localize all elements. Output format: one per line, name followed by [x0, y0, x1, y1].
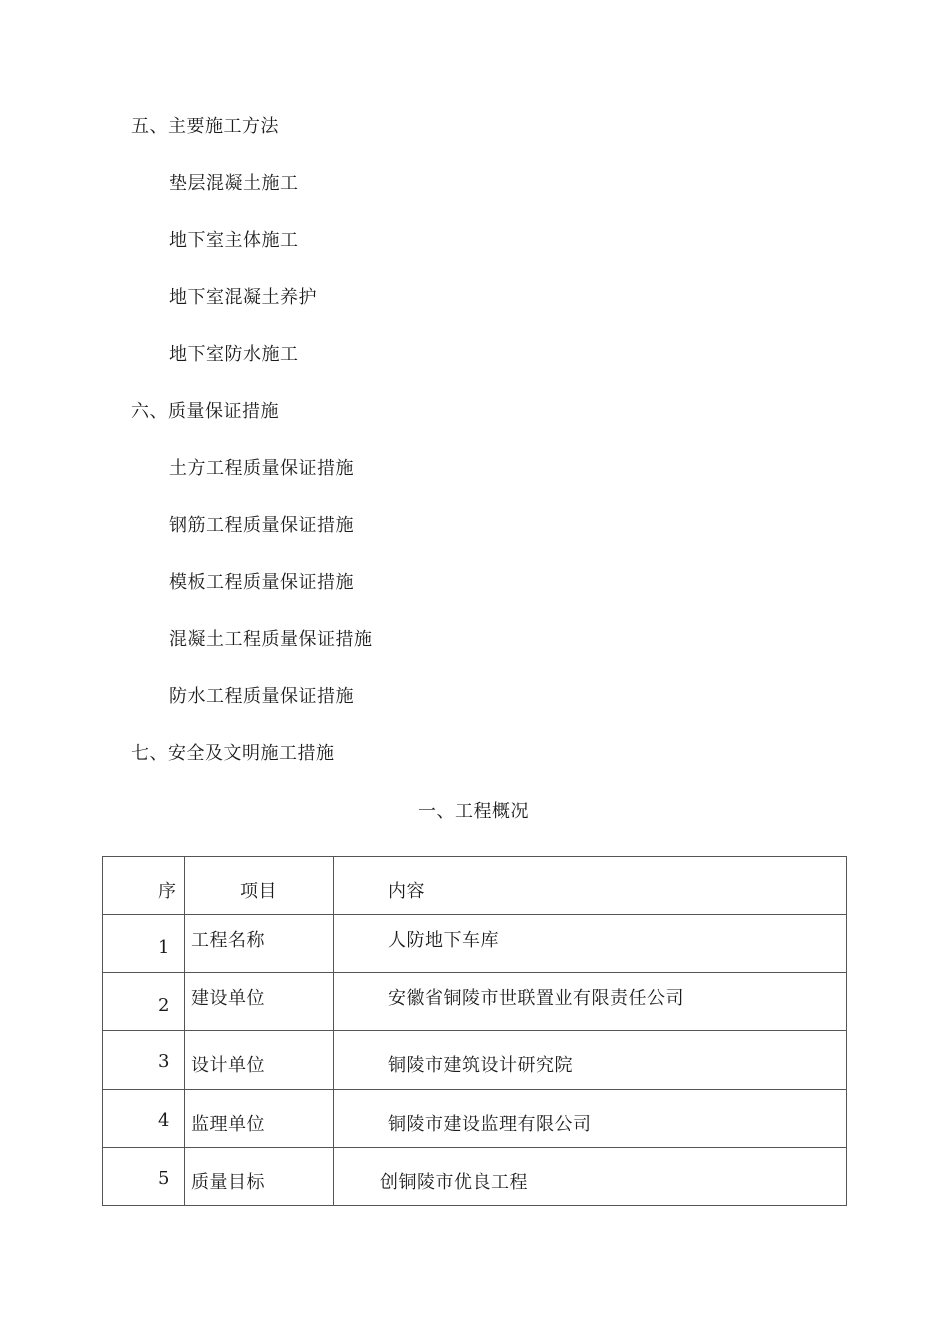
toc-item: 钢筋工程质量保证措施 [169, 515, 354, 536]
toc-item: 混凝土工程质量保证措施 [169, 629, 373, 650]
row-no: 5 [158, 1167, 170, 1189]
row-content: 铜陵市建筑设计研究院 [388, 1055, 573, 1077]
toc-item: 防水工程质量保证措施 [169, 686, 354, 707]
row-content: 铜陵市建设监理有限公司 [388, 1113, 592, 1135]
row-content: 创铜陵市优良工程 [380, 1171, 528, 1193]
toc-item: 垫层混凝土施工 [169, 173, 299, 194]
toc-item: 地下室主体施工 [169, 230, 299, 251]
overview-heading: 一、工程概况 [418, 801, 529, 822]
table-row [103, 973, 847, 1031]
table-row [103, 915, 847, 973]
row-no: 2 [158, 995, 170, 1017]
table-row [103, 1089, 847, 1147]
header-content: 内容 [388, 881, 425, 902]
overview-table [102, 856, 847, 1206]
section-6-title: 六、质量保证措施 [131, 401, 279, 422]
row-no: 3 [158, 1051, 170, 1073]
toc-item: 地下室防水施工 [169, 344, 299, 365]
header-item: 项目 [240, 881, 277, 902]
section-5-title: 五、主要施工方法 [131, 116, 279, 137]
row-item: 设计单位 [191, 1055, 265, 1077]
row-item: 质量目标 [191, 1171, 265, 1193]
row-content: 人防地下车库 [388, 930, 499, 952]
header-no: 序 [158, 881, 177, 902]
table-row [103, 1147, 847, 1205]
row-content: 安徽省铜陵市世联置业有限责任公司 [388, 988, 684, 1010]
row-item: 工程名称 [191, 930, 265, 952]
table-row [103, 1031, 847, 1089]
table-header-row [103, 857, 847, 915]
row-item: 建设单位 [191, 988, 265, 1010]
row-no: 4 [158, 1109, 170, 1131]
row-item: 监理单位 [191, 1113, 265, 1135]
toc-item: 土方工程质量保证措施 [169, 458, 354, 479]
section-7-title: 七、安全及文明施工措施 [131, 743, 335, 764]
toc-item: 模板工程质量保证措施 [169, 572, 354, 593]
toc-item: 地下室混凝土养护 [169, 287, 317, 308]
row-no: 1 [158, 937, 170, 959]
